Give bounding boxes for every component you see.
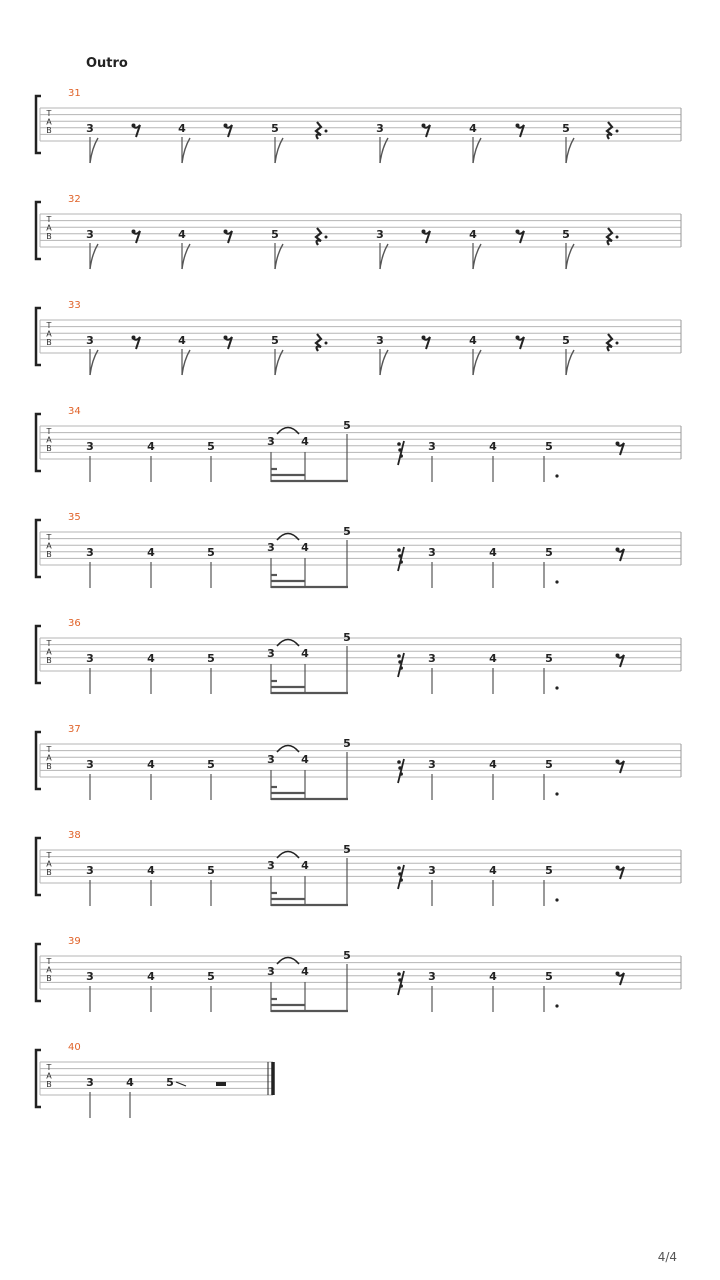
dot-icon [555, 474, 558, 477]
tab-clef-letter: B [46, 762, 52, 771]
measure-number: 40 [68, 1042, 81, 1053]
fret-number: 3 [428, 864, 436, 877]
rest-dot-icon [516, 336, 520, 340]
note-flag-icon [275, 350, 283, 375]
rest-flag-dot-icon [398, 766, 402, 770]
fret-number: 4 [489, 970, 497, 983]
rest-dot-icon [616, 972, 620, 976]
fret-number: 3 [86, 440, 94, 453]
tab-clef-letter: T [46, 109, 52, 118]
fret-number: 4 [301, 753, 309, 766]
note-flag-icon [380, 350, 388, 375]
note-flag-icon [566, 244, 574, 269]
fret-number: 3 [428, 758, 436, 771]
rest-flag-dot-icon [398, 448, 402, 452]
quarter-rest-icon [316, 122, 321, 139]
fret-number: 3 [86, 122, 94, 135]
tab-clef-letter: T [46, 639, 52, 648]
quarter-rest-icon [316, 334, 321, 351]
tab-clef-letter: A [46, 1071, 52, 1081]
rest-flag-dot-icon [397, 548, 401, 552]
fret-number: 5 [271, 228, 279, 241]
rest-flag-dot-icon [398, 872, 402, 876]
measure-number: 32 [68, 194, 81, 205]
system-40 [36, 1042, 273, 1118]
fret-number: 5 [207, 864, 215, 877]
section-title: Outro [86, 56, 128, 71]
note-flag-icon [473, 138, 481, 163]
tab-clef-letter: T [46, 533, 52, 542]
quarter-rest-icon [607, 334, 612, 351]
system-34 [36, 406, 681, 482]
fret-number: 5 [545, 546, 553, 559]
note-flag-icon [380, 138, 388, 163]
fret-number: 5 [343, 525, 351, 538]
rest-flag-dot-icon [397, 866, 401, 870]
rest-flag-dot-icon [399, 772, 403, 776]
fret-number: 4 [301, 965, 309, 978]
slide-out-icon [176, 1082, 186, 1086]
note-flag-icon [90, 244, 98, 269]
fret-number: 4 [301, 647, 309, 660]
fret-number: 5 [343, 949, 351, 962]
note-flag-icon [182, 138, 190, 163]
measure-number: 31 [68, 88, 81, 99]
fret-number: 5 [207, 970, 215, 983]
rest-dot-icon [422, 336, 426, 340]
tab-clef-letter: B [46, 338, 52, 347]
tab-clef-letter: A [46, 753, 52, 763]
rest-dot-icon [132, 336, 136, 340]
note-flag-icon [473, 350, 481, 375]
rest-dot-icon [616, 548, 620, 552]
fret-number: 3 [428, 546, 436, 559]
dot-icon [555, 792, 558, 795]
tab-clef-letter: A [46, 965, 52, 975]
rest-flag-dot-icon [399, 666, 403, 670]
quarter-rest-icon [316, 228, 321, 245]
dot-icon [555, 1004, 558, 1007]
tab-clef-letter: A [46, 117, 52, 127]
note-flag-icon [275, 138, 283, 163]
system-35 [36, 512, 681, 588]
fret-number: 3 [376, 334, 384, 347]
fret-number: 5 [545, 440, 553, 453]
dot-icon [325, 342, 328, 345]
tab-clef-letter: T [46, 1063, 52, 1072]
note-flag-icon [566, 350, 574, 375]
rest-dot-icon [616, 760, 620, 764]
fret-number: 3 [428, 652, 436, 665]
fret-number: 4 [178, 334, 186, 347]
fret-number: 5 [271, 122, 279, 135]
tab-clef-letter: A [46, 223, 52, 233]
fret-number: 4 [126, 1076, 134, 1089]
fret-number: 5 [207, 758, 215, 771]
rest-flag-dot-icon [399, 560, 403, 564]
rest-dot-icon [616, 866, 620, 870]
fret-number: 4 [469, 122, 477, 135]
fret-number: 4 [489, 864, 497, 877]
note-flag-icon [275, 244, 283, 269]
fret-number: 5 [545, 652, 553, 665]
fret-number: 4 [489, 546, 497, 559]
fret-number: 4 [147, 546, 155, 559]
fret-number: 3 [86, 228, 94, 241]
fret-number: 3 [428, 440, 436, 453]
rest-dot-icon [224, 124, 228, 128]
dot-icon [616, 342, 619, 345]
dot-icon [555, 898, 558, 901]
fret-number: 4 [301, 541, 309, 554]
measure-number: 36 [68, 618, 81, 629]
fret-number: 5 [271, 334, 279, 347]
half-rest-icon [216, 1082, 226, 1086]
fret-number: 5 [562, 122, 570, 135]
fret-number: 5 [343, 737, 351, 750]
fret-number: 4 [147, 440, 155, 453]
fret-number: 3 [86, 546, 94, 559]
tab-clef-letter: T [46, 957, 52, 966]
tab-clef-letter: B [46, 550, 52, 559]
rest-dot-icon [616, 654, 620, 658]
note-flag-icon [380, 244, 388, 269]
system-37 [36, 724, 681, 800]
fret-number: 4 [147, 652, 155, 665]
fret-number: 4 [469, 228, 477, 241]
fret-number: 4 [147, 970, 155, 983]
rest-dot-icon [516, 230, 520, 234]
rest-dot-icon [616, 442, 620, 446]
system-38 [36, 830, 681, 906]
tab-clef-letter: T [46, 215, 52, 224]
fret-number: 5 [207, 440, 215, 453]
quarter-rest-icon [607, 122, 612, 139]
fret-number: 3 [86, 758, 94, 771]
fret-number: 5 [343, 419, 351, 432]
rest-dot-icon [224, 336, 228, 340]
fret-number: 4 [178, 228, 186, 241]
rest-flag-dot-icon [399, 984, 403, 988]
fret-number: 3 [267, 859, 275, 872]
dot-icon [616, 236, 619, 239]
fret-number: 3 [86, 334, 94, 347]
note-flag-icon [182, 350, 190, 375]
fret-number: 5 [343, 631, 351, 644]
note-flag-icon [566, 138, 574, 163]
fret-number: 5 [343, 843, 351, 856]
rest-flag-dot-icon [398, 978, 402, 982]
tab-clef-letter: B [46, 126, 52, 135]
measure-number: 33 [68, 300, 81, 311]
fret-number: 4 [489, 652, 497, 665]
fret-number: 5 [562, 228, 570, 241]
fret-number: 3 [428, 970, 436, 983]
rest-flag-dot-icon [397, 760, 401, 764]
tab-clef-letter: A [46, 541, 52, 551]
measure-number: 38 [68, 830, 81, 841]
fret-number: 3 [376, 122, 384, 135]
rest-flag-dot-icon [397, 442, 401, 446]
tab-clef-letter: A [46, 647, 52, 657]
tab-clef-letter: B [46, 1080, 52, 1089]
note-flag-icon [90, 350, 98, 375]
fret-number: 4 [469, 334, 477, 347]
quarter-rest-icon [607, 228, 612, 245]
fret-number: 3 [86, 652, 94, 665]
fret-number: 5 [545, 864, 553, 877]
note-flag-icon [90, 138, 98, 163]
dot-icon [616, 130, 619, 133]
tab-clef-letter: T [46, 745, 52, 754]
fret-number: 3 [267, 753, 275, 766]
fret-number: 3 [267, 965, 275, 978]
tab-clef-letter: B [46, 868, 52, 877]
fret-number: 3 [86, 1076, 94, 1089]
rest-dot-icon [422, 230, 426, 234]
tab-clef-letter: B [46, 232, 52, 241]
rest-flag-dot-icon [399, 454, 403, 458]
rest-flag-dot-icon [397, 972, 401, 976]
note-flag-icon [182, 244, 190, 269]
measure-number: 35 [68, 512, 81, 523]
rest-flag-dot-icon [398, 554, 402, 558]
rest-flag-dot-icon [398, 660, 402, 664]
fret-number: 4 [489, 758, 497, 771]
page-number: 4/4 [657, 1250, 677, 1264]
system-36 [36, 618, 681, 694]
fret-number: 4 [147, 864, 155, 877]
fret-number: 3 [86, 970, 94, 983]
fret-number: 5 [562, 334, 570, 347]
fret-number: 3 [267, 647, 275, 660]
measure-number: 34 [68, 406, 81, 417]
measure-number: 39 [68, 936, 81, 947]
fret-number: 4 [301, 435, 309, 448]
fret-number: 4 [301, 859, 309, 872]
tab-clef-letter: T [46, 321, 52, 330]
tab-clef-letter: A [46, 859, 52, 869]
fret-number: 3 [376, 228, 384, 241]
dot-icon [555, 686, 558, 689]
fret-number: 5 [207, 652, 215, 665]
dot-icon [325, 130, 328, 133]
rest-dot-icon [132, 124, 136, 128]
rest-dot-icon [224, 230, 228, 234]
dot-icon [325, 236, 328, 239]
measure-number: 37 [68, 724, 81, 735]
fret-number: 5 [545, 758, 553, 771]
tab-clef-letter: A [46, 435, 52, 445]
system-39 [36, 936, 681, 1012]
rest-dot-icon [516, 124, 520, 128]
fret-number: 5 [545, 970, 553, 983]
fret-number: 3 [86, 864, 94, 877]
fret-number: 4 [147, 758, 155, 771]
rest-dot-icon [132, 230, 136, 234]
rest-dot-icon [422, 124, 426, 128]
tab-clef-letter: T [46, 427, 52, 436]
fret-number: 3 [267, 541, 275, 554]
system-31 [36, 88, 681, 163]
tab-clef-letter: B [46, 444, 52, 453]
tab-clef-letter: A [46, 329, 52, 339]
fret-number: 4 [489, 440, 497, 453]
note-flag-icon [473, 244, 481, 269]
tab-systems [36, 88, 681, 1118]
tab-clef-letter: B [46, 974, 52, 983]
rest-flag-dot-icon [399, 878, 403, 882]
tab-clef-letter: B [46, 656, 52, 665]
system-32 [36, 194, 681, 269]
tab-clef-letter: T [46, 851, 52, 860]
system-33 [36, 300, 681, 375]
fret-number: 5 [207, 546, 215, 559]
fret-number: 3 [267, 435, 275, 448]
dot-icon [555, 580, 558, 583]
fret-number: 5 [166, 1076, 174, 1089]
fret-number: 4 [178, 122, 186, 135]
rest-flag-dot-icon [397, 654, 401, 658]
